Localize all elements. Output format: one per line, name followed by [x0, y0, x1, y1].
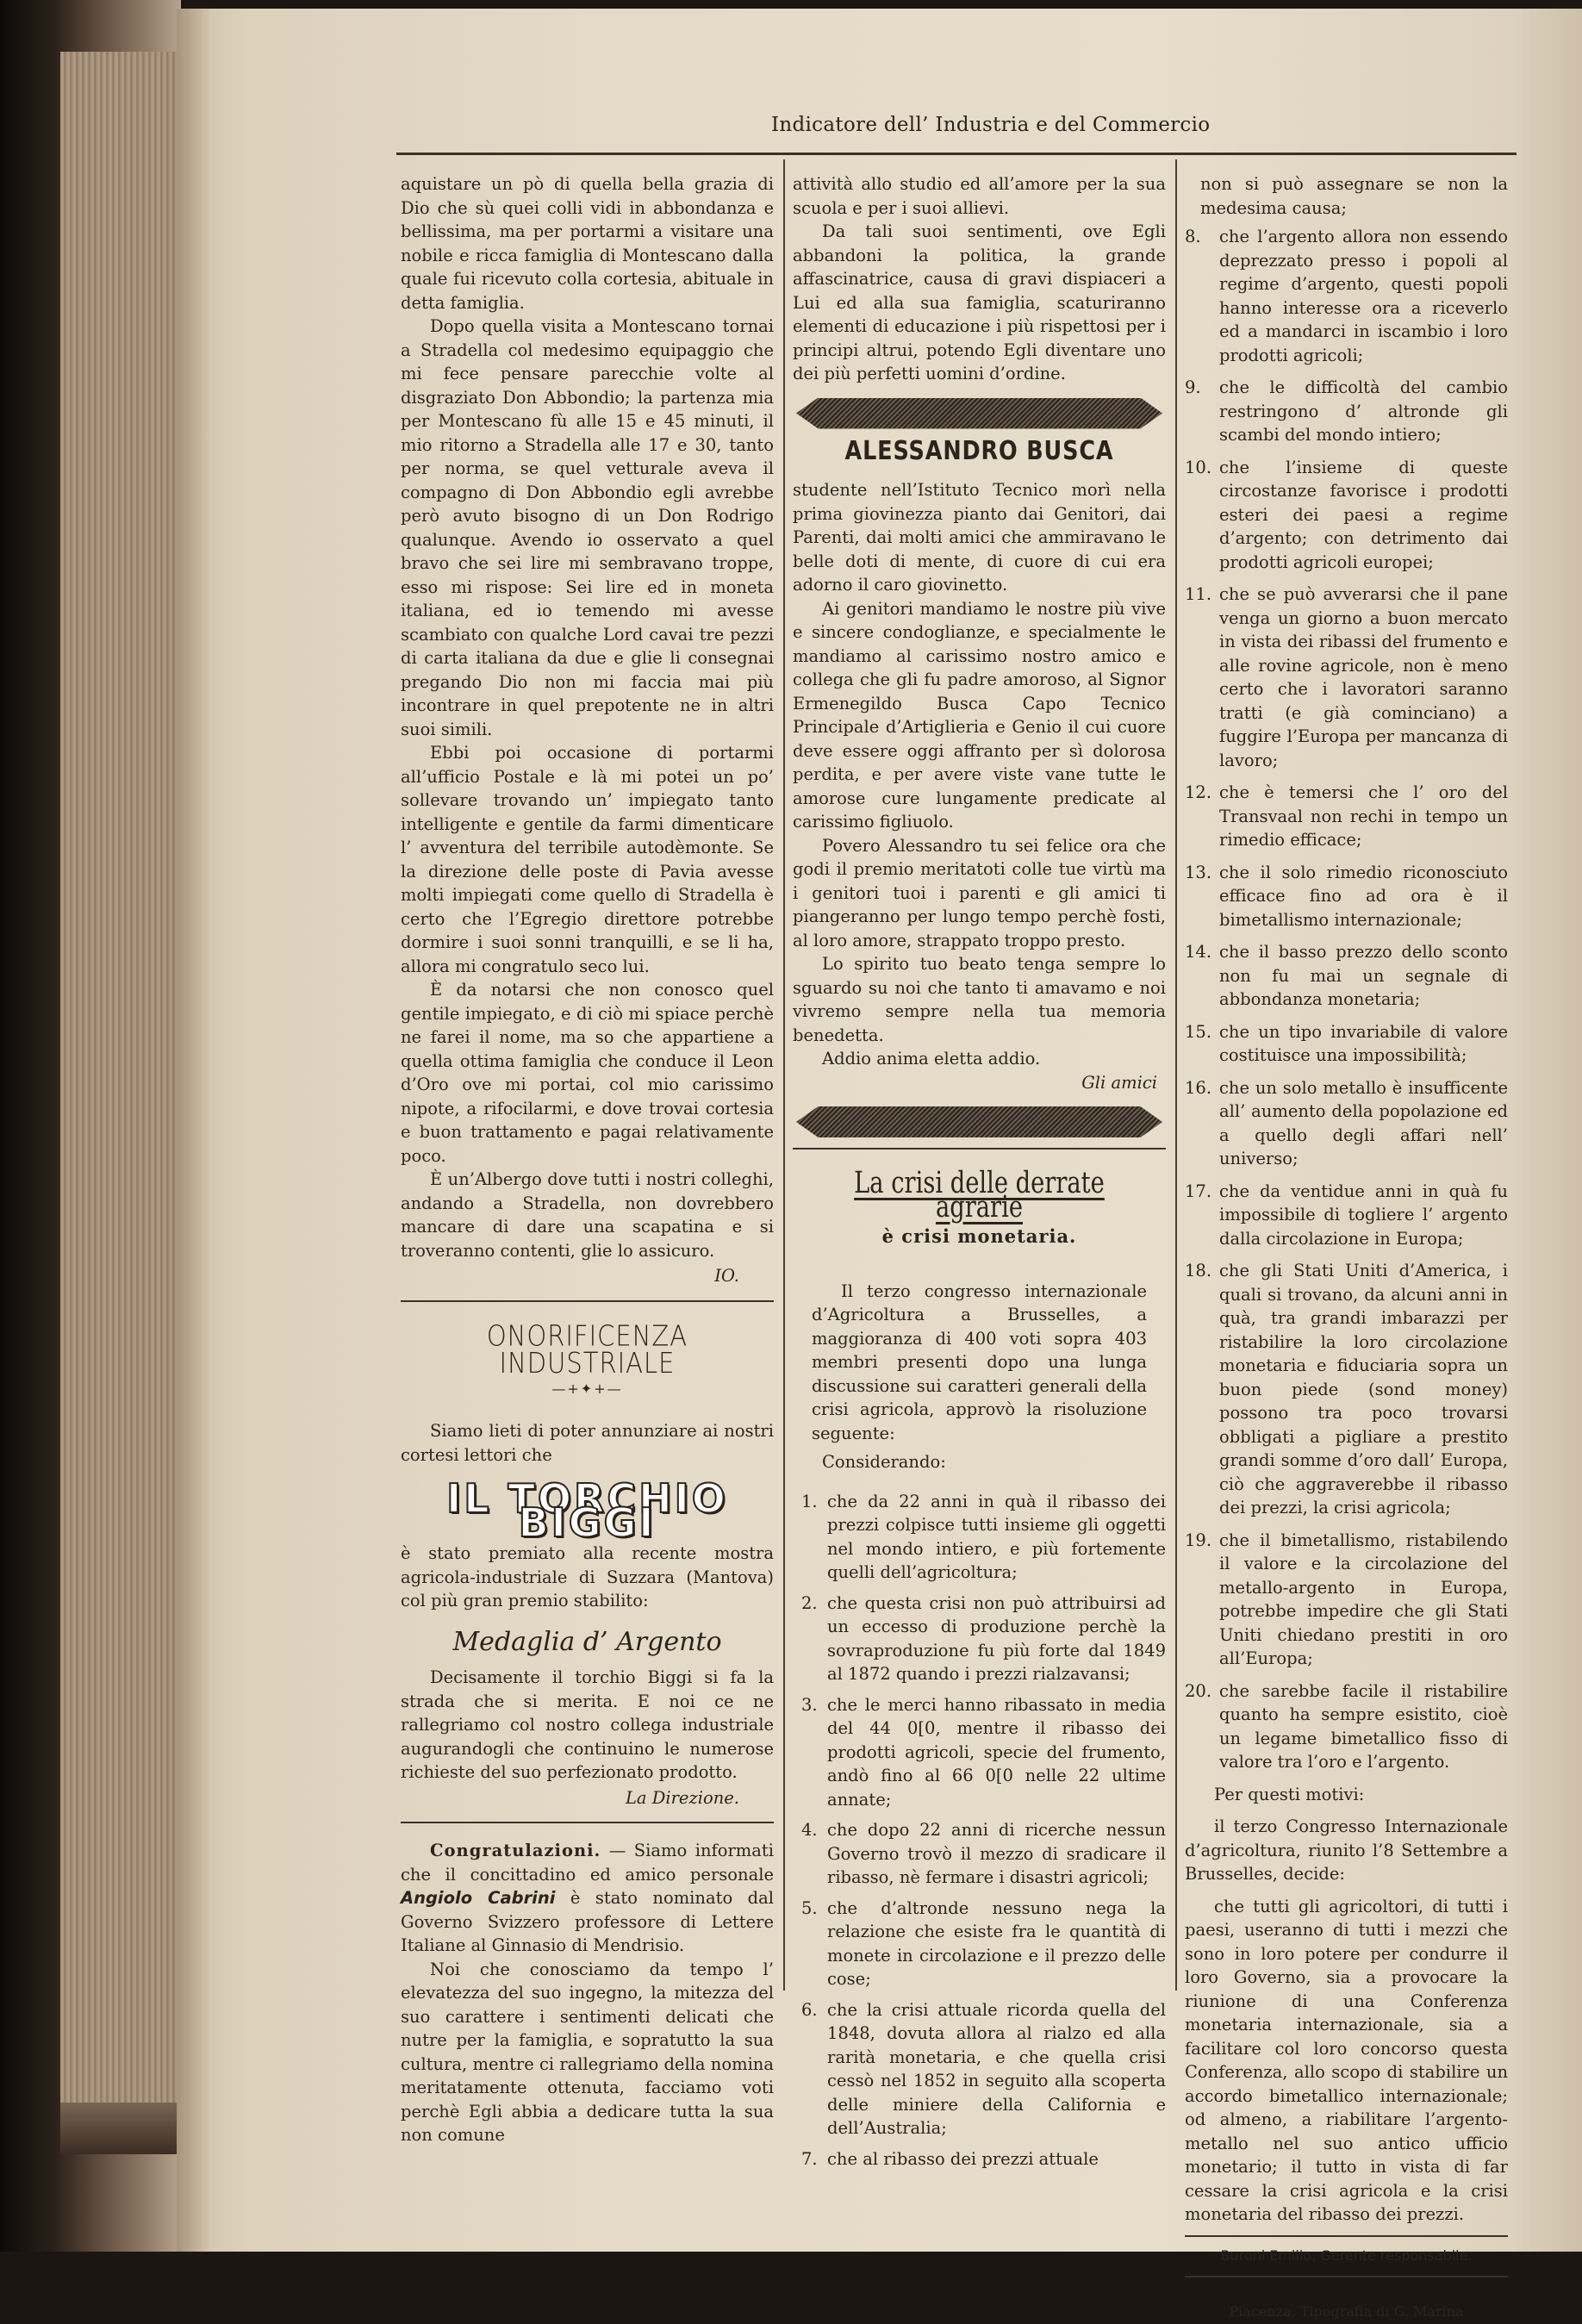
- busca-paragraph: Addio anima eletta addio.: [822, 1049, 1041, 1069]
- crisi-intro: Il terzo congresso internazionale d’Agricoltura a Brusselles, a maggioranza di 400 voti sopra 403 membri presenti dopo una lunga discussione sui caratteri generali della crisi agricola, approvò la risoluzione seguente:: [812, 1280, 1147, 1443]
- resolution-item: 11. che se può avverarsi che il pane venga un giorno a buon mercato in vista dei ribassi del frumento e alle rovine agricole, non è meno certo che i lavoratori saranno tratti (e già cominciano) a fuggire l’Europa per mancanza di lavoro;: [1185, 584, 1508, 770]
- resolution-item: 3. che le merci hanno ribassato in media del 44 0[0, mentre il ribasso dei prodotti agricoli, specie del frumento, andò fino al 66 0[0 nelle 22 ultime annate;: [801, 1694, 1166, 1810]
- resolution-item: 20. che sarebbe facile il ristabilire quanto ha sempre esistito, cioè un legame bimetallico fisso di valore tra l’oro e l’argento.: [1185, 1680, 1508, 1772]
- resolution-item: 12. che è temersi che l’ oro del Transvaal non rechi in tempo un rimedio efficace;: [1185, 782, 1508, 850]
- page-header-title: Indicatore dell’ Industria e del Commercio: [771, 114, 1211, 136]
- gerente-line: Buroni Emilio, Gerente responsabile.: [1220, 2246, 1473, 2264]
- onorificenza-signature: La Direzione.: [625, 1787, 739, 1808]
- column-2: [793, 172, 1166, 2178]
- section-divider: [793, 1148, 1166, 1150]
- resolution-item: 10. che l’insieme di queste circostanze favorisce i prodotti esteri dei paesi a regime d’argento; con detrimento dai prodotti agricoli europei;: [1185, 457, 1508, 572]
- ornament-icon: —+✦+—: [551, 1380, 623, 1397]
- book-binding-edge: [0, 0, 181, 2252]
- column-1: [401, 172, 774, 2147]
- resolution-item: 13. che il solo rimedio riconosciuto efficace fino ad ora è il bimetallismo internazionale;: [1185, 862, 1508, 930]
- resolution-lead: non si può assegnare se non la medesima causa;: [1200, 174, 1508, 218]
- motivi-paragraph: il terzo Congresso Internazionale d’agricoltura, riunito l’8 Settembre a Brusselles, decide:: [1185, 1816, 1508, 1884]
- article-paragraph: Da tali suoi sentimenti, ove Egli abbandoni la politica, la grande affascinatrice, causa di gravi dispiaceri a Lui ed alla sua famiglia, scaturiranno elementi di educazione i più rispettosi per i principi altrui, potendo Egli diventare uno dei più perfetti uomini d’ordine.: [793, 221, 1166, 383]
- article-paragraph: Ebbi poi occasione di portarmi all’ufficio Postale e là mi potei un po’ sollevare trovando un’ impiegato tanto intelligente e gentile da farmi dimenticare l’ avventura del terribile autodèmonte. Se la direzione delle poste di Pavia avesse molti impiegati come quello di Stradella è certo che l’Egregio direttore potrebbe dormire i suoi sonni tranquilli, e se li ha, allora mi congratulo seco lui.: [401, 743, 774, 976]
- congratulazioni-paragraph-2: Noi che conosciamo da tempo l’ elevatezza del suo ingegno, la mitezza del suo carattere i sentimenti delicati che nutre per la famiglia, e sopratutto la sua cultura, mentre ci rallegriamo della nomina meritatamente ottenuta, facciamo voti perchè Egli abbia a dedicare tutta la sua non comune: [401, 1959, 774, 2145]
- article-paragraph: aquistare un pò di quella bella grazia di Dio che sù quei colli vidi in abbondanza e bellissima, ma per portarmi a visitare una nobile e ricca famiglia di Montescano dalla quale fui ricevuto colla cortesia, abituale in detta famiglia.: [401, 174, 774, 313]
- tipografia-line: Piacenza, Tipografia di G. Marina: [1229, 2303, 1464, 2320]
- header-rule: [396, 153, 1517, 155]
- footer-rule: [1185, 2276, 1508, 2277]
- article-paragraph: È un’Albergo dove tutti i nostri colleghi, andando a Stradella, non dovrebbero mancare di dare una scapatina e si troveranno contenti, glie lo assicuro.: [401, 1169, 774, 1261]
- column-rule-2: [1175, 159, 1177, 1991]
- article-paragraph: Dopo quella visita a Montescano tornai a Stradella col medesimo equipaggio che mi fece pensare parecchie volte al disgraziato Don Abbondio; la partenza mia per Montescano fù alle 15 e 45 minuti, il mio ritorno a Stradella alle 17 e 30, tanto per norma, se quel vetturale aveva il compagno di Don Abbondio egli avrebbe però avuto bisogno di un Don Rodrigo qualunque. Avendo io osservato a quel bravo che sei lire mi sembravano troppe, esso mi rispose: Sei lire ed in moneta italiana, ed io temendo mi avesse scambiato con qualche Lord cavai tre pezzi di carta italiana da due e glie li consegnai pregando Dio non mi faccia mai più incontrare in quel prepotente ne in altri suoi simili.: [401, 316, 774, 739]
- considerando-label: Considerando:: [822, 1452, 946, 1472]
- resolution-item: 14. che il basso prezzo dello sconto non fu mai un segnale di abbondanza monetaria;: [1185, 942, 1508, 1009]
- resolution-item: 18. che gli Stati Uniti d’America, i quali si trovano, da alcuni anni in quà, tra grandi imbarazzi per ristabilire la loro circolazione monetaria e fiduciaria sopra un buon piede (sond money) possono tra poco trovarsi obbligati a pigliare a prestito grandi somme d’oro dall’ Europa, ciò che aggraverebbe il ribasso dei prezzi, la crisi agricola;: [1185, 1261, 1508, 1517]
- mourning-band-icon: [796, 1106, 1162, 1137]
- resolution-item: 6. che la crisi attuale ricorda quella del 1848, dovuta allora al rialzo ed alla rarità monetaria, e che quella crisi cessò nel 1852 in seguito alla scoperta delle miniere della California e dell’Australia;: [801, 1999, 1166, 2138]
- busca-paragraph: Povero Alessandro tu sei felice ora che godi il premio meritatoti colle tue virtù ma i genitori tuoi i parenti e gli amici ti piangeranno per lungo tempo perchè fosti, al loro amore, strappato troppo presto.: [793, 835, 1166, 950]
- resolution-item: 2. che questa crisi non può attribuirsi ad un eccesso di produzione perchè la sovraproduzione fu più forte dal 1849 al 1872 quando i prezzi rialzavansi;: [801, 1592, 1166, 1684]
- mourning-band-icon: [796, 398, 1162, 429]
- congratulazioni-title: Congratulazioni.: [430, 1841, 601, 1860]
- article-paragraph: È da notarsi che non conosco quel gentile impiegato, e di ciò mi spiace perchè ne farei il nome, ma so che appartiene a quella ottima famiglia che conduce il Leon d’Oro ove mi portai, col mio carissimo nipote, a rifocilarmi, e dove trovai cortesia e buon trattamento e pagai relativamente poco.: [401, 980, 774, 1166]
- article-signature: IO.: [714, 1266, 739, 1286]
- crisi-subheading: è crisi monetaria.: [881, 1225, 1077, 1247]
- motivi-label: Per questi motivi:: [1214, 1784, 1365, 1804]
- onorificenza-body: è stato premiato alla recente mostra agricola-industriale di Suzzara (Mantova) col più gran premio stabilito:: [401, 1543, 774, 1611]
- congratulazioni-paragraph: [401, 1839, 774, 1958]
- busca-paragraph: Ai genitori mandiamo le nostre più vive e sincere condoglianze, e specialmente le mandiamo al carissimo nostro amico e collega che gli fu padre amoroso, al Signor Ermenegildo Busca Capo Tecnico Principale d’Artiglieria e Genio il cui cuore deve essere oggi affranto per sì dolorosa perdita, e per avere viste vane tutte le amorose cure lungamente predicate al carissimo figliuolo.: [793, 598, 1166, 832]
- resolution-item: 15. che un tipo invariabile di valore costituisce una impossibilità;: [1185, 1021, 1508, 1065]
- stacked-pages: [60, 52, 181, 2103]
- column-3: [1185, 172, 1508, 2324]
- section-divider: [401, 1822, 774, 1823]
- resolution-item: 9. che le difficoltà del cambio restringono d’ altronde gli scambi del mondo intiero;: [1185, 377, 1508, 445]
- resolution-item: 4. che dopo 22 anni di ricerche nessun Governo trovò il mezzo di sradicare il ribasso, nè fermare i disastri agricoli;: [801, 1820, 1166, 1887]
- motivi-paragraph-2: che tutti gli agricoltori, di tutti i paesi, useranno di tutti i mezzi che sono in loro potere per condurre il loro Governo, sia a provocare la riunione di una Conferenza monetaria internazionale, sia a facilitare col loro concorso questa Conferenza, allo scopo di stabilire un accordo bimetallico internazionale; od almeno, a riabilitare l’argento-metallo nel suo antico ufficio monetario; il tutto in vista di far cessare la crisi agricola e la crisi monetaria del ribasso dei prezzi.: [1185, 1896, 1508, 2224]
- resolution-item: 17. che da ventidue anni in quà fu impossibile di togliere l’ argento dalla circolazione in Europa;: [1185, 1181, 1508, 1249]
- footer-rule: [1185, 2235, 1508, 2237]
- onorificenza-intro: Siamo lieti di poter annunziare ai nostri cortesi lettori che: [401, 1421, 774, 1465]
- busca-signature: Gli amici: [1081, 1072, 1157, 1093]
- congratulazioni-text-b: è stato nominato dal Governo Svizzero professore di Lettere Italiane al Ginnasio di Mendrisio.: [401, 1888, 774, 1955]
- resolution-item: 16. che un solo metallo è insufficente all’ aumento della popolazione ed a quello degli affari nell’ universo;: [1185, 1077, 1508, 1168]
- busca-heading: ALESSANDRO BUSCA: [844, 435, 1114, 466]
- crisi-heading: La crisi delle derrate agrarie: [854, 1166, 1105, 1224]
- resolution-item: 5. che d’altronde nessuno nega la relazione che esiste fra le quantità di monete in circolazione e il prezzo delle cose;: [801, 1897, 1166, 1989]
- resolution-item: 8. che l’argento allora non essendo deprezzato presso i popoli al regime d’argento, questi popoli hanno interesse ora a riceverlo ed a mandarci in iscambio i loro prodotti agricoli;: [1185, 227, 1508, 365]
- congratulazioni-text-a: — Siamo informati che il concittadino ed amico personale: [401, 1841, 774, 1885]
- busca-paragraph: studente nell’Istituto Tecnico morì nella prima giovinezza pianto dai Genitori, dai Parenti, dai molti amici che ammiravano le belle doti di mente, di cuore di cui era adorno il caro giovinetto.: [793, 480, 1166, 595]
- binding-bottom: [60, 2103, 181, 2154]
- resolution-item: 7. che al ribasso dei prezzi attuale: [801, 2148, 1099, 2169]
- medaglia-heading: Medaglia d’ Argento: [452, 1626, 722, 1657]
- article-paragraph: attività allo studio ed all’amore per la sua scuola e per i suoi allievi.: [793, 174, 1166, 218]
- onorificenza-body-2: Decisamente il torchio Biggi si fa la strada che si merita. E noi ce ne rallegriamo col nostro collega industriale augurandogli che continuino le numerose richieste del suo perfezionato prodotto.: [401, 1667, 774, 1782]
- section-divider: [401, 1300, 774, 1302]
- torchio-biggi-title: IL TORCHIO BIGGI: [446, 1475, 728, 1546]
- page-gutter-shadow: [177, 9, 211, 2252]
- onorificenza-heading: ONORIFICENZA INDUSTRIALE: [486, 1318, 688, 1379]
- resolution-item: 1. che da 22 anni in quà il ribasso dei prezzi colpisce tutti insieme gli oggetti nel mondo intiero, e più fortemente quelli dell’agricoltura;: [801, 1491, 1166, 1582]
- cabrini-name: Angiolo Cabrini: [401, 1888, 556, 1908]
- column-rule-1: [783, 159, 785, 1991]
- resolution-item: 19. che il bimetallismo, ristabilendo il valore e la circolazione del metallo-argento in Europa, potrebbe impedire che gli Stati Uniti chiedano prestiti in oro all’Europa;: [1185, 1530, 1508, 1668]
- busca-paragraph: Lo spirito tuo beato tenga sempre lo sguardo su noi che tanto ti amavamo e noi vivremo sempre nella tua memoria benedetta.: [793, 954, 1166, 1045]
